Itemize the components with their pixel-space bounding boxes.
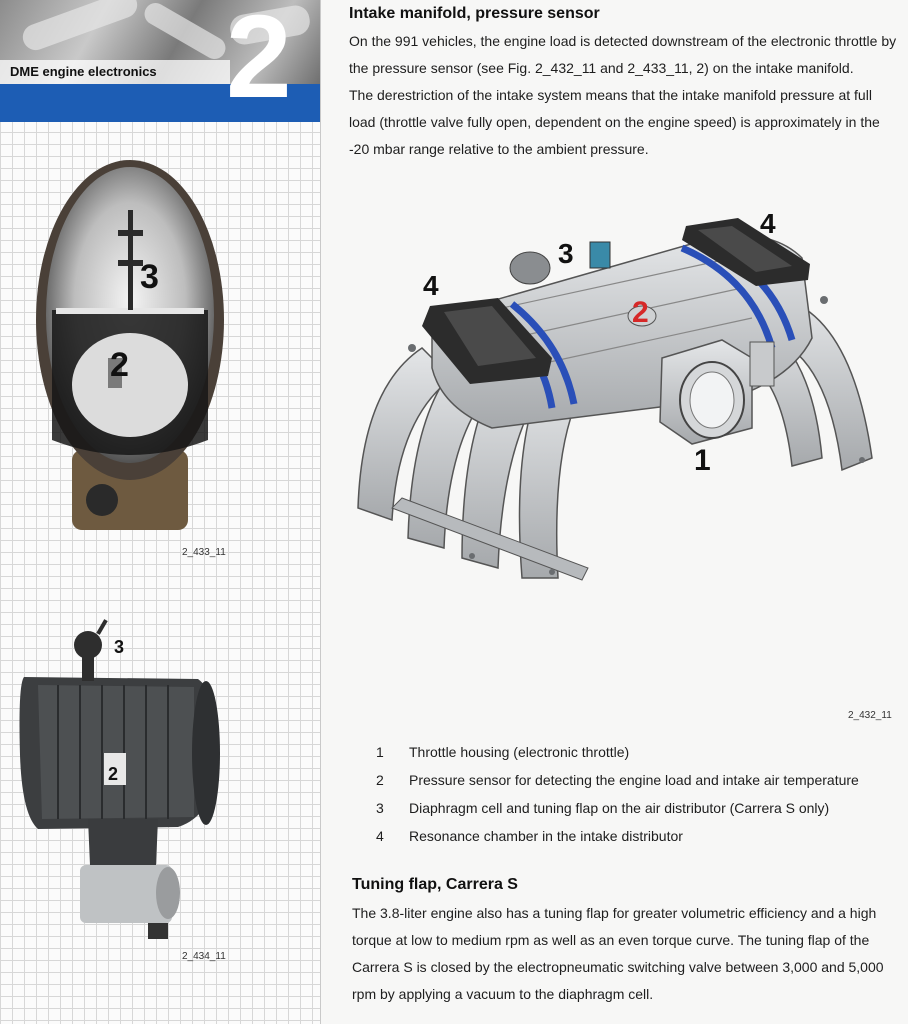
callout-2: 2 [108,764,119,784]
figure-caption: 2_434_11 [182,951,226,962]
callout-4-left: 4 [423,270,439,301]
figure-caption: 2_433_11 [182,547,226,558]
port-hole [86,484,118,516]
chapter-number: 2 [226,0,288,123]
callout-3: 3 [140,258,159,296]
intake-manifold-illustration [352,208,892,588]
intake-paragraphs [349,28,897,163]
legend-text: Resonance chamber in the intake distributor [409,828,683,844]
legend-item [376,738,896,766]
air-distributor-illustration [18,615,228,945]
throttle-housing [660,340,774,444]
diaphragm-cell [74,631,102,659]
callout-3: 3 [558,238,574,269]
legend-item [376,822,896,850]
distributor-neck [88,819,158,865]
legend-text: Throttle housing (electronic throttle) [409,744,630,760]
callout-3: 3 [114,637,125,657]
legend-number: 3 [376,800,384,816]
figure-2-434-11 [18,615,228,945]
callout-2: 2 [632,296,649,329]
figure-2-433-11 [30,150,230,540]
throttle-interior-illustration [30,150,230,540]
intake-paragraph-1: On the 991 vehicles, the engine load is detected downstream of the electronic throttle by the pressure sensor (see Fig. 2_432_11 and 2_433_11, 2) on the intake manifold. [349,33,897,76]
legend-item [376,794,896,822]
chapter-title: DME engine electronics [0,60,230,84]
chapter-header [0,0,320,122]
figure-legend [376,738,896,850]
figure-caption: 2_432_11 [848,710,892,721]
legend-text: Pressure sensor for detecting the engine load and intake air temperature [409,772,859,788]
intake-paragraph-2: The derestriction of the intake system means that the intake manifold pressure at full load (throttle valve fully open, dependent on the engine speed) is approximately in the -20 mbar range relative to the ambient pressure. [349,87,880,157]
callout-4-right: 4 [760,208,776,239]
legend-number: 1 [376,744,384,760]
callout-2: 2 [110,346,129,384]
legend-number: 4 [376,828,384,844]
distributor-outlet [192,681,220,825]
legend-text: Diaphragm cell and tuning flap on the air distributor (Carrera S only) [409,800,830,816]
callout-1: 1 [694,444,711,477]
section-heading-tuning-flap: Tuning flap, Carrera S [352,876,518,893]
tuning-flap-paragraph: The 3.8-liter engine also has a tuning flap for greater volumetric efficiency and a high torque at low to medium rpm as well as an even torque curve. The tuning flap of the Carrera S is closed by the electropneumatic switching valve between 3,000 and 5,000 rpm by applying a vacuum to the diaphragm cell. [352,905,884,1002]
light-reflection [72,333,188,437]
figure-2-432-11 [352,208,892,588]
legend-item [376,766,896,794]
left-column [0,0,321,1024]
section-heading-intake: Intake manifold, pressure sensor [349,5,600,22]
legend-number: 2 [376,772,384,788]
